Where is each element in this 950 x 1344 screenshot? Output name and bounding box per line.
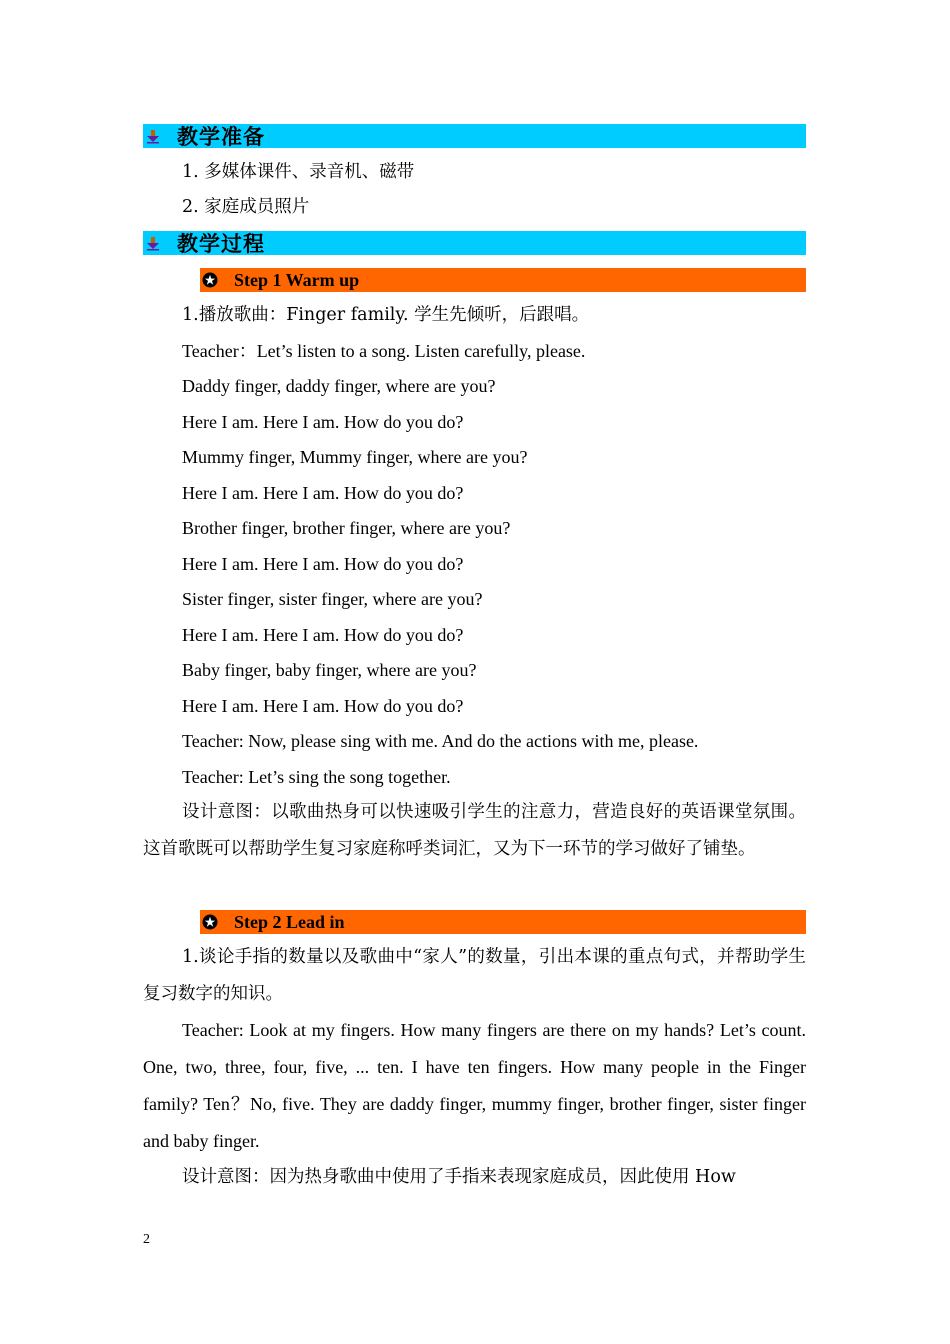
step-title: Step 1 Warm up bbox=[234, 269, 360, 290]
step1-line: Brother finger, brother finger, where are you? bbox=[182, 518, 511, 538]
step1-line: Here I am. Here I am. How do you do? bbox=[182, 412, 464, 432]
step2-paragraph: Teacher: Look at my fingers. How many fingers are there on my hands? Let’s count. One, two, three, four, five, ... ten. I have ten fingers. How many people in the Finger family? Ten？No, five. They are daddy finger, mummy finger, brother finger, sister finger and baby finger. bbox=[143, 1020, 806, 1151]
page-number: 2 bbox=[143, 1232, 150, 1247]
step1-line: Mummy finger, Mummy finger, where are you? bbox=[182, 447, 528, 467]
step1-line: Teacher：Let’s listen to a song. Listen carefully, please. bbox=[182, 341, 586, 361]
step1-line: Here I am. Here I am. How do you do? bbox=[182, 625, 464, 645]
section-title: 教学准备 bbox=[177, 125, 265, 149]
arrow-down-icon bbox=[145, 235, 161, 251]
arrow-down-icon bbox=[145, 128, 161, 144]
step1-line: Here I am. Here I am. How do you do? bbox=[182, 483, 464, 503]
step-heading-1 bbox=[200, 268, 806, 292]
step1-line: Baby finger, baby finger, where are you? bbox=[182, 660, 477, 680]
section-heading-prep bbox=[143, 124, 806, 148]
step2-design-intent: 设计意图：因为热身歌曲中使用了手指来表现家庭成员，因此使用 How bbox=[182, 1167, 736, 1187]
section-heading-process bbox=[143, 231, 806, 255]
step-heading-2 bbox=[200, 910, 806, 934]
step1-line: Daddy finger, daddy finger, where are you? bbox=[182, 376, 496, 396]
section-title: 教学过程 bbox=[177, 232, 265, 256]
step1-design-intent: 设计意图：以歌曲热身可以快速吸引学生的注意力，营造良好的英语课堂氛围。这首歌既可以帮助学生复习家庭称呼类词汇，又为下一环节的学习做好了铺垫。 bbox=[143, 802, 806, 859]
prep-item: 1. 多媒体课件、录音机、磁带 bbox=[182, 162, 415, 182]
star-circle-icon bbox=[202, 272, 218, 288]
step1-line: Here I am. Here I am. How do you do? bbox=[182, 696, 464, 716]
step-title: Step 2 Lead in bbox=[234, 911, 345, 932]
step1-line: 1.播放歌曲：Finger family. 学生先倾听，后跟唱。 bbox=[182, 305, 590, 325]
step1-line: Teacher: Let’s sing the song together. bbox=[182, 767, 451, 787]
step1-line: Teacher: Now, please sing with me. And do the actions with me, please. bbox=[182, 731, 699, 751]
step2-paragraph: 1.谈论手指的数量以及歌曲中“家人”的数量，引出本课的重点句式，并帮助学生复习数字的知识。 bbox=[143, 947, 806, 1004]
step1-line: Sister finger, sister finger, where are you? bbox=[182, 589, 483, 609]
star-circle-icon bbox=[202, 914, 218, 930]
prep-item: 2. 家庭成员照片 bbox=[182, 197, 310, 217]
step1-line: Here I am. Here I am. How do you do? bbox=[182, 554, 464, 574]
